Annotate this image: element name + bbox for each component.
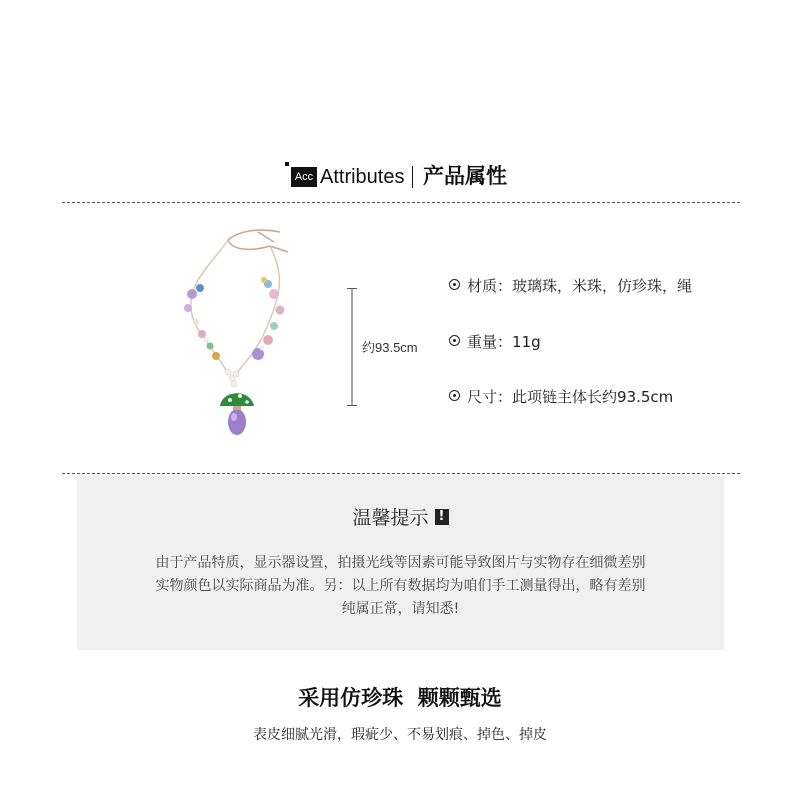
- attribute-label: 尺寸: [467, 388, 498, 406]
- attributes-title-en: Attributes: [320, 166, 405, 188]
- attribute-label: 重量: [467, 333, 498, 351]
- exclamation-icon: !: [435, 509, 449, 525]
- feature-subline: 表皮细腻光滑，瑕疵少、不易划痕、掉色、掉皮: [253, 727, 547, 743]
- attribute-material: 材质：玻璃珠，米珠，仿珍珠，绳: [449, 275, 692, 297]
- attribute-size: 尺寸：此项链主体长约93.5cm: [449, 386, 673, 408]
- notice-line: 实物颜色以实际商品为准。另：以上所有数据均为咱们手工测量得出，略有差别: [155, 578, 646, 594]
- bullet-icon: [449, 390, 460, 401]
- title-divider: [412, 166, 413, 188]
- acc-badge: Acc: [291, 167, 317, 187]
- notice-title: [77, 505, 724, 531]
- dimension-label: 约93.5cm: [362, 340, 418, 355]
- dimension-indicator: [345, 288, 359, 406]
- attribute-label: 材质: [467, 277, 498, 295]
- notice-panel: [77, 476, 724, 650]
- bullet-icon: [449, 335, 460, 346]
- divider-middle: [62, 473, 740, 474]
- bullet-icon: [449, 279, 460, 290]
- feature-headline: 采用仿珍珠 颗颗甄选: [298, 686, 502, 710]
- attribute-value: 玻璃珠，米珠，仿珍珠，绳: [512, 277, 693, 295]
- divider-top: [62, 202, 740, 203]
- attributes-header: [0, 160, 800, 196]
- notice-line: 由于产品特质，显示器设置，拍摄光线等因素可能导致图片与实物存在细微差别: [155, 555, 646, 571]
- attributes-title-cn: 产品属性: [423, 164, 507, 188]
- square-dot-icon: [285, 162, 289, 166]
- attribute-value: 11g: [512, 333, 541, 351]
- necklace-image: [170, 222, 310, 444]
- attribute-value: 此项链主体长约93.5cm: [512, 388, 674, 406]
- attribute-weight: 重量：11g: [449, 331, 541, 353]
- notice-line: 纯属正常，请知悉!: [341, 601, 460, 617]
- notice-title-text: 温馨提示: [352, 507, 429, 529]
